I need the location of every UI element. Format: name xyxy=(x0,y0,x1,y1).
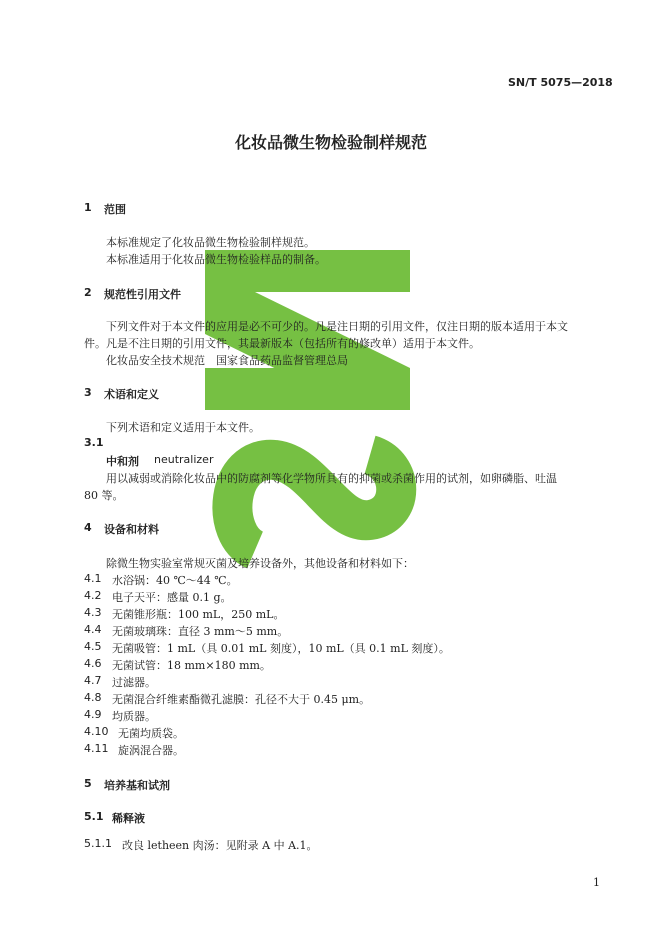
section-3-number: 3 xyxy=(84,386,92,399)
section-1-paragraph-2: 本标准适用于化妆品微生物检验样品的制备。 xyxy=(106,253,326,266)
section-1-title: 范围 xyxy=(104,203,126,216)
list-item-text: 无菌玻璃珠：直径 3 mm～5 mm。 xyxy=(112,625,289,638)
section-5-1-1-text: 改良 letheen 肉汤：见附录 A 中 A.1。 xyxy=(122,839,318,852)
section-5-1-number: 5.1 xyxy=(84,810,104,823)
standard-code: SN/T 5075—2018 xyxy=(508,76,613,89)
section-5-1-1-number: 5.1.1 xyxy=(84,837,112,850)
list-item-number: 4.2 xyxy=(84,589,102,602)
section-4-title: 设备和材料 xyxy=(104,523,159,536)
list-item-number: 4.3 xyxy=(84,606,102,619)
section-2-title: 规范性引用文件 xyxy=(104,288,181,301)
list-item-text: 无菌吸管：1 mL（具 0.01 mL 刻度），10 mL（具 0.1 mL 刻度）。 xyxy=(112,642,450,655)
list-item-text: 水浴锅：40 ℃～44 ℃。 xyxy=(112,574,238,587)
section-1-paragraph-1: 本标准规定了化妆品微生物检验制样规范。 xyxy=(106,236,315,249)
list-item-number: 4.6 xyxy=(84,657,102,670)
list-item-text: 电子天平：感量 0.1 g。 xyxy=(112,591,232,604)
term-definition-line-1: 用以减弱或消除化妆品中的防腐剂等化学物所具有的抑菌或杀菌作用的试剂，如卵磷脂、吐温 xyxy=(106,472,557,485)
term-english: neutralizer xyxy=(154,453,214,466)
document-title: 化妆品微生物检验制样规范 xyxy=(234,133,427,152)
section-2-paragraph-2: 化妆品安全技术规范 国家食品药品监督管理总局 xyxy=(106,354,348,367)
list-item-number: 4.10 xyxy=(84,725,109,738)
list-item-text: 无菌锥形瓶：100 mL，250 mL。 xyxy=(112,608,285,621)
list-item-number: 4.8 xyxy=(84,691,102,704)
section-5-title: 培养基和试剂 xyxy=(104,779,170,792)
list-item-text: 过滤器。 xyxy=(112,676,156,689)
section-4-paragraph-1: 除微生物实验室常规灭菌及培养设备外，其他设备和材料如下： xyxy=(106,557,414,570)
list-item-text: 无菌混合纤维素酯微孔滤膜：孔径不大于 0.45 μm。 xyxy=(112,693,371,706)
list-item-number: 4.1 xyxy=(84,572,102,585)
section-2-paragraph-1-line-2: 件。凡是不注日期的引用文件，其最新版本（包括所有的修改单）适用于本文件。 xyxy=(84,337,480,350)
section-3-paragraph-1: 下列术语和定义适用于本文件。 xyxy=(106,421,260,434)
page-number: 1 xyxy=(593,876,600,889)
list-item-number: 4.5 xyxy=(84,640,102,653)
list-item-number: 4.11 xyxy=(84,742,109,755)
list-item-number: 4.9 xyxy=(84,708,102,721)
section-5-number: 5 xyxy=(84,777,92,790)
list-item-text: 无菌均质袋。 xyxy=(118,727,184,740)
section-3-1-number: 3.1 xyxy=(84,436,104,449)
term-chinese: 中和剂 xyxy=(106,455,139,468)
list-item-text: 旋涡混合器。 xyxy=(118,744,184,757)
list-item-text: 均质器。 xyxy=(112,710,156,723)
list-item-number: 4.4 xyxy=(84,623,102,636)
section-2-paragraph-1-line-1: 下列文件对于本文件的应用是必不可少的。凡是注日期的引用文件，仅注日期的版本适用于本文 xyxy=(106,320,568,333)
section-5-1-title: 稀释液 xyxy=(112,812,145,825)
section-3-title: 术语和定义 xyxy=(104,388,159,401)
list-item-number: 4.7 xyxy=(84,674,102,687)
list-item-text: 无菌试管：18 mm×180 mm。 xyxy=(112,659,271,672)
term-definition-line-2: 80 等。 xyxy=(84,489,124,502)
section-1-number: 1 xyxy=(84,201,92,214)
section-4-number: 4 xyxy=(84,521,92,534)
section-2-number: 2 xyxy=(84,286,92,299)
